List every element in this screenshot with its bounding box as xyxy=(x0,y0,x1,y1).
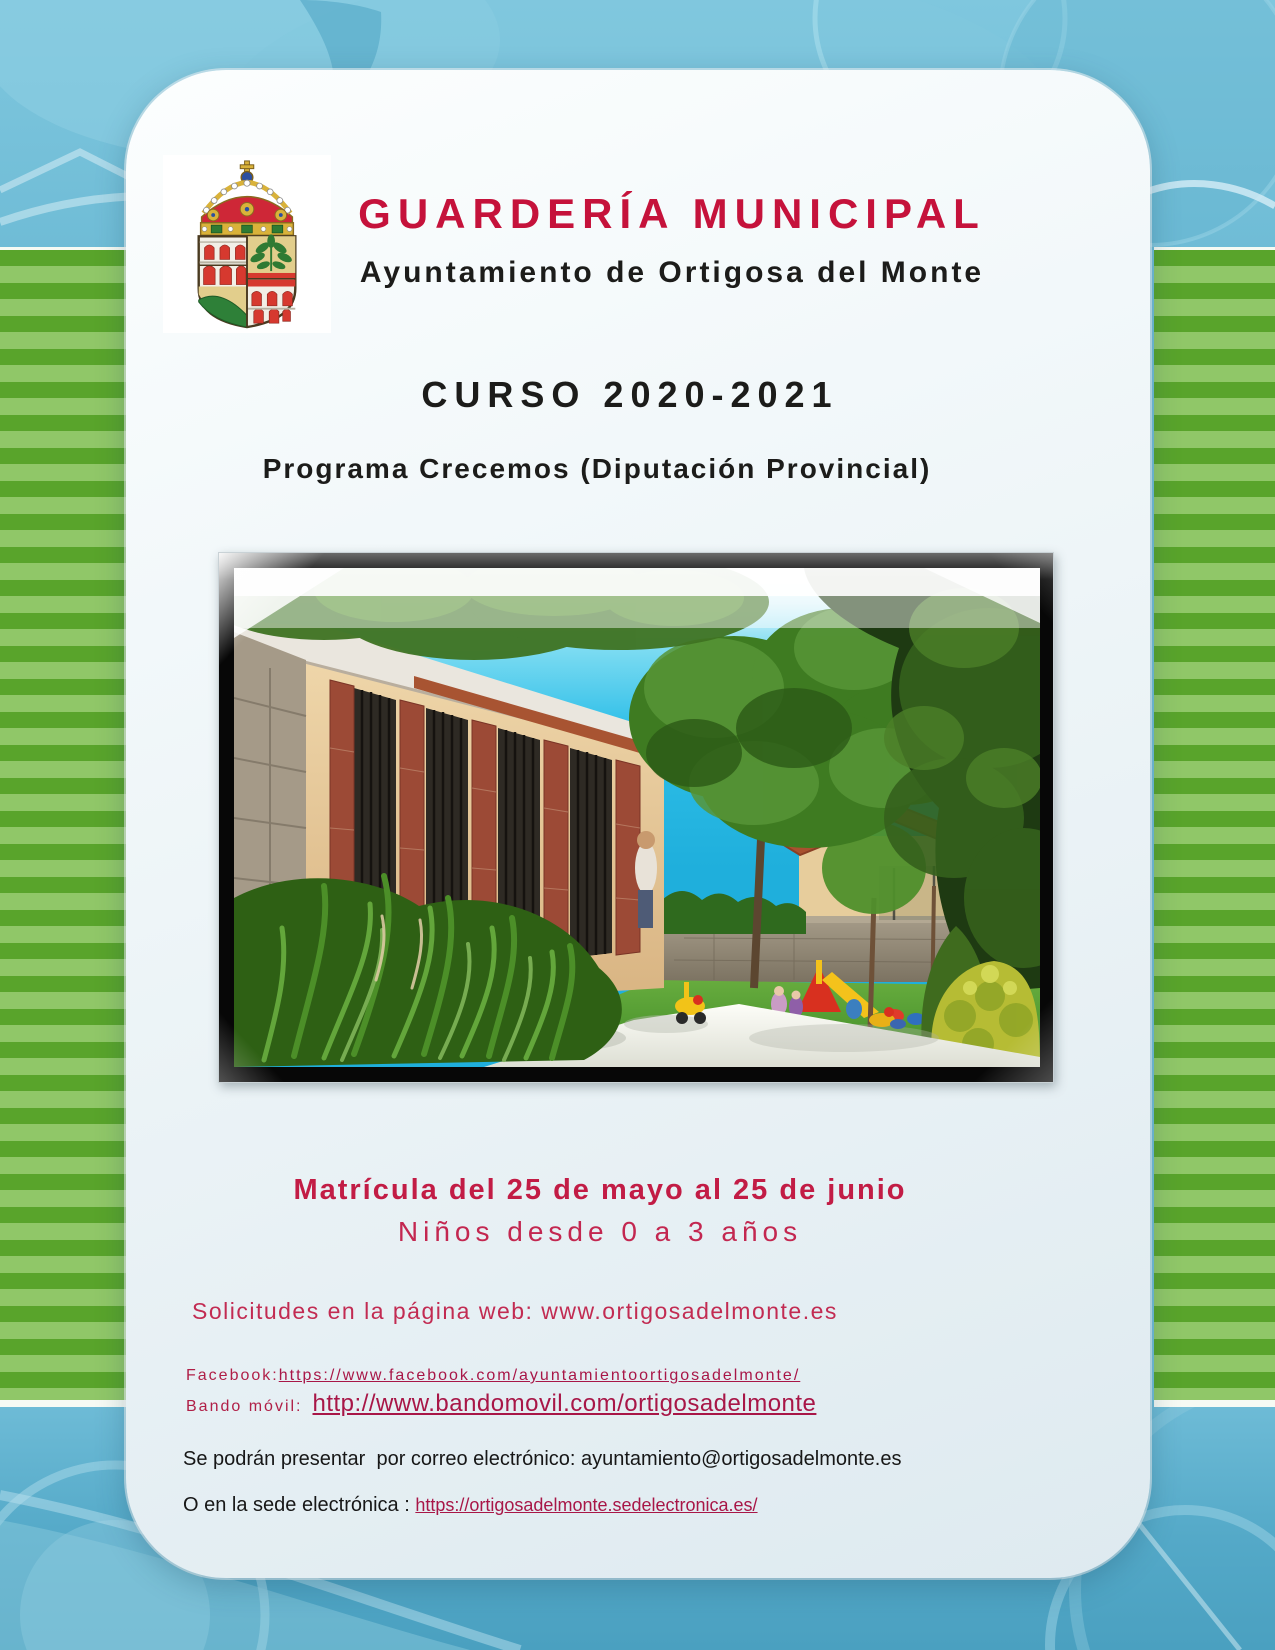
bando-movil-line xyxy=(186,1390,816,1418)
green-stripes-left-band xyxy=(0,247,127,1407)
email-submission-line: Se podrán presentar por correo electrónico: ayuntamiento@ortigosadelmonte.es xyxy=(183,1448,902,1470)
bando-movil-label: Bando móvil: xyxy=(186,1398,303,1415)
facebook-line xyxy=(186,1367,800,1385)
sede-electronica-link[interactable]: https://ortigosadelmonte.sedelectronica.es/ xyxy=(415,1495,758,1515)
web-applications-line: Solicitudes en la página web: www.ortigosadelmonte.es xyxy=(192,1298,838,1324)
garden-scene xyxy=(234,568,1040,1067)
flyer-card xyxy=(126,70,1150,1578)
bando-movil-link[interactable]: http://www.bandomovil.com/ortigosadelmonte xyxy=(312,1390,817,1417)
facebook-label: Facebook: xyxy=(186,1367,279,1384)
nursery-garden-photo xyxy=(218,552,1054,1083)
enrollment-dates: Matrícula del 25 de mayo al 25 de junio xyxy=(293,1174,907,1206)
poster-title: GUARDERÍA MUNICIPAL xyxy=(358,190,986,237)
course-year: CURSO 2020-2021 xyxy=(421,374,839,415)
poster-subtitle: Ayuntamiento de Ortigosa del Monte xyxy=(359,256,985,289)
facebook-link[interactable]: https://www.facebook.com/ayuntamientoortigosadelmonte/ xyxy=(278,1367,801,1384)
program-line: Programa Crecemos (Diputación Provincial) xyxy=(262,453,932,484)
ages-line: Niños desde 0 a 3 años xyxy=(397,1216,803,1247)
coat-of-arms-icon xyxy=(163,155,331,333)
green-stripes-right-band xyxy=(1154,247,1275,1407)
sede-electronica-line xyxy=(183,1494,758,1517)
sede-label: O en la sede electrónica : xyxy=(183,1494,410,1516)
